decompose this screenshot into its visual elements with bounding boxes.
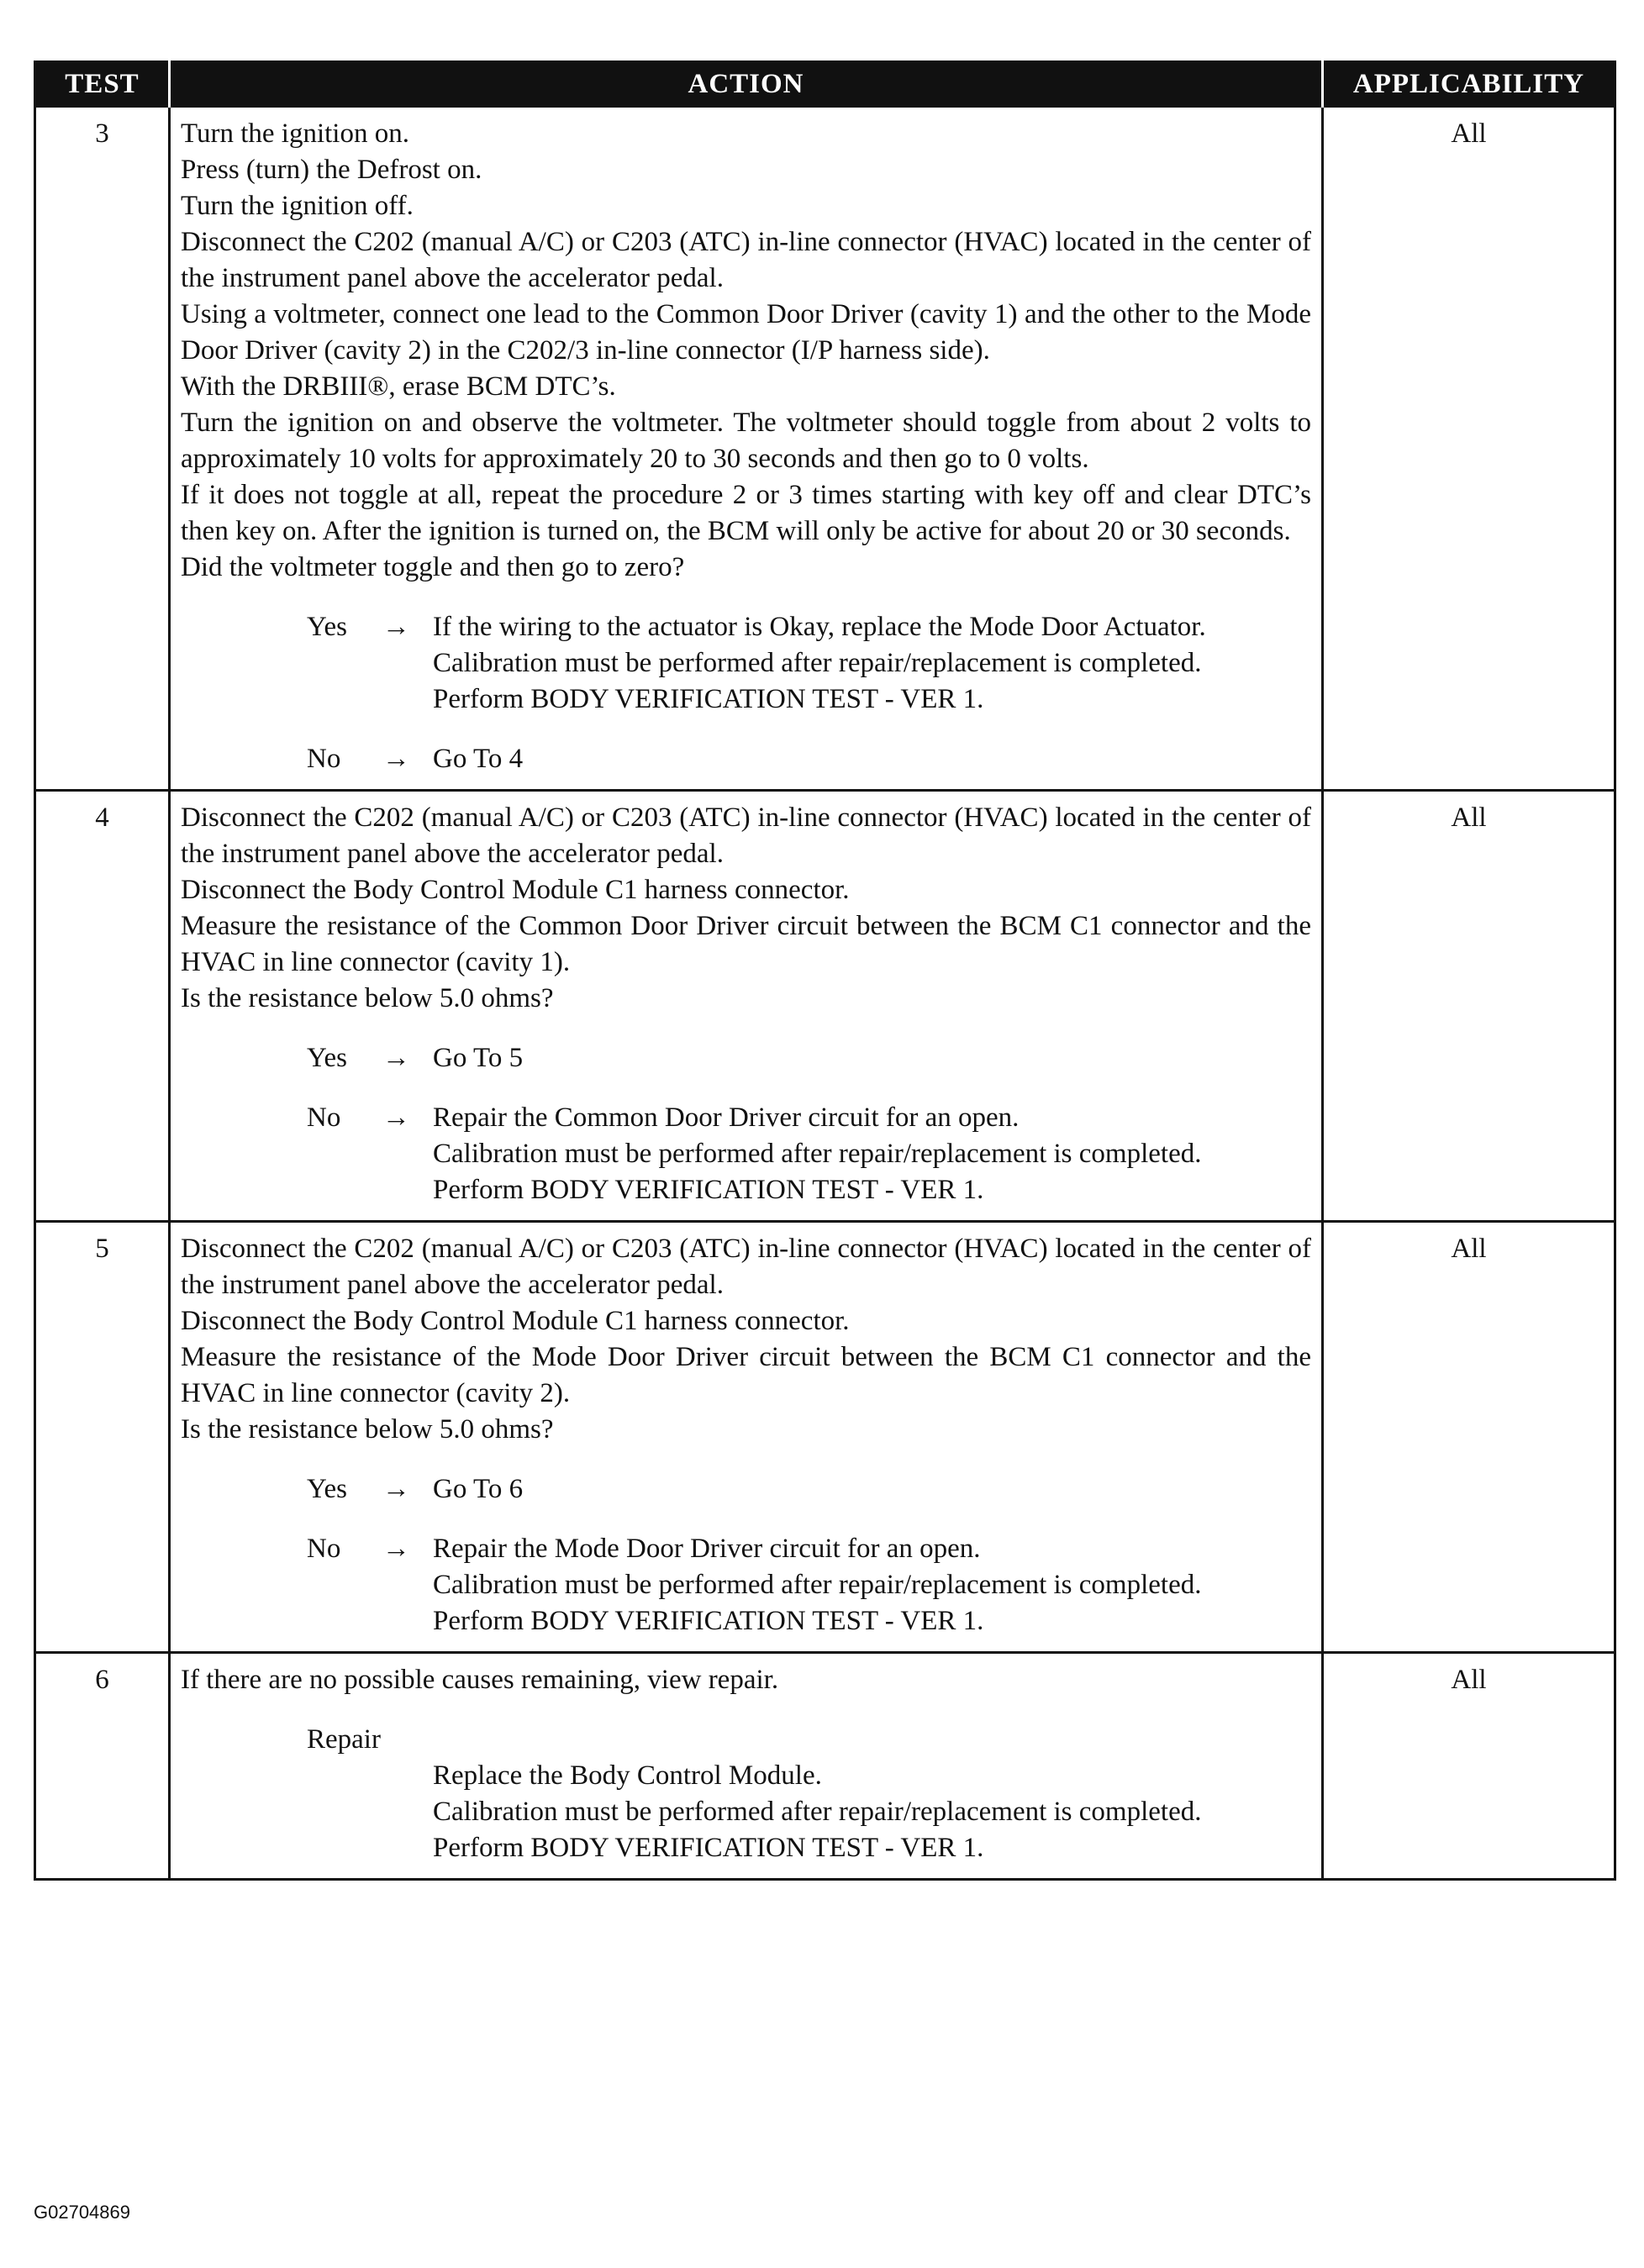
arrow-icon: →: [382, 612, 410, 642]
table-header-row: [35, 62, 1615, 107]
action-line: Using a voltmeter, connect one lead to the Common Door Driver (cavity 1) and the other to the Mode Door Driver (cavity 2) in the C202/3 in-line connector (I/P harness side).: [181, 299, 1311, 366]
table-row: [35, 107, 1615, 791]
yes-result: [433, 609, 1311, 718]
header-action: ACTION: [170, 62, 1323, 107]
action-line: Is the resistance below 5.0 ohms?: [181, 983, 554, 1013]
action-line: With the DRBIII®, erase BCM DTC’s.: [181, 371, 616, 402]
no-result: [433, 1531, 1311, 1639]
yes-label: Yes: [307, 1043, 348, 1073]
action-line: Turn the ignition on.: [181, 118, 409, 149]
no-outcome: [181, 741, 1311, 777]
yes-label: Yes: [307, 612, 348, 642]
result-line: Perform BODY VERIFICATION TEST - VER 1.: [433, 1606, 984, 1636]
no-outcome: [181, 1531, 1311, 1639]
test-procedure-table: [34, 61, 1616, 1881]
action-line: Did the voltmeter toggle and then go to zero?: [181, 552, 685, 582]
result-line: Go To 5: [433, 1043, 524, 1073]
no-outcome: [181, 1100, 1311, 1208]
no-result: [433, 1100, 1311, 1208]
action-line: Disconnect the C202 (manual A/C) or C203 (ATC) in-line connector (HVAC) located in the center of the instrument panel above the accelerator pedal.: [181, 1234, 1311, 1300]
no-result: [433, 741, 1311, 777]
action-line: If there are no possible causes remaining, view repair.: [181, 1665, 779, 1695]
arrow-icon: →: [382, 744, 410, 774]
arrow-icon: →: [382, 1534, 410, 1564]
result-line: Go To 4: [433, 744, 524, 774]
table-row: [35, 791, 1615, 1222]
result-line: Repair the Mode Door Driver circuit for an open.: [433, 1534, 981, 1564]
result-line: Perform BODY VERIFICATION TEST - VER 1.: [433, 1175, 984, 1205]
result-line: Perform BODY VERIFICATION TEST - VER 1.: [433, 1833, 984, 1863]
arrow-icon: →: [382, 1102, 410, 1133]
action-line: Measure the resistance of the Mode Door Driver circuit between the BCM C1 connector and the HVAC in line connector (cavity 2).: [181, 1342, 1311, 1408]
action-cell: [170, 107, 1323, 791]
repair-label: Repair: [307, 1724, 381, 1755]
no-label: No: [307, 1102, 341, 1133]
table-row: [35, 1653, 1615, 1880]
result-line: If the wiring to the actuator is Okay, replace the Mode Door Actuator.: [433, 612, 1206, 642]
yes-outcome: [181, 1040, 1311, 1076]
action-cell: [170, 791, 1323, 1222]
test-number: 4: [35, 791, 170, 1222]
action-line: Measure the resistance of the Common Door Driver circuit between the BCM C1 connector and the HVAC in line connector (cavity 1).: [181, 911, 1311, 977]
action-line: Turn the ignition on and observe the voltmeter. The voltmeter should toggle from about 2 volts to approximately 10 volts for approximately 20 to 30 seconds and then go to 0 volts.: [181, 408, 1311, 474]
repair-result: [181, 1758, 1311, 1866]
yes-label: Yes: [307, 1474, 348, 1504]
action-line: Turn the ignition off.: [181, 191, 414, 221]
yes-result: [433, 1040, 1311, 1076]
applicability-cell: All: [1323, 107, 1615, 791]
yes-outcome: [181, 1471, 1311, 1508]
result-line: Replace the Body Control Module.: [433, 1760, 822, 1791]
applicability-cell: All: [1323, 1653, 1615, 1880]
table-row: [35, 1222, 1615, 1653]
result-line: Calibration must be performed after repair/replacement is completed.: [433, 1797, 1202, 1827]
no-label: No: [307, 744, 341, 774]
result-line: Go To 6: [433, 1474, 524, 1504]
action-line: Disconnect the C202 (manual A/C) or C203 (ATC) in-line connector (HVAC) located in the center of the instrument panel above the accelerator pedal.: [181, 802, 1311, 869]
yes-outcome: [181, 609, 1311, 718]
action-line: Disconnect the C202 (manual A/C) or C203 (ATC) in-line connector (HVAC) located in the center of the instrument panel above the accelerator pedal.: [181, 227, 1311, 293]
header-applicability: APPLICABILITY: [1323, 62, 1615, 107]
applicability-cell: All: [1323, 1222, 1615, 1653]
action-line: If it does not toggle at all, repeat the procedure 2 or 3 times starting with key off and clear DTC’s then key on. After the ignition is turned on, the BCM will only be active for about 20 or 30 seconds.: [181, 480, 1311, 546]
action-line: Press (turn) the Defrost on.: [181, 155, 482, 185]
diagnostic-procedure-page: [34, 61, 1614, 1881]
result-line: Calibration must be performed after repair/replacement is completed.: [433, 1570, 1202, 1600]
action-line: Is the resistance below 5.0 ohms?: [181, 1414, 554, 1444]
applicability-cell: All: [1323, 791, 1615, 1222]
yes-result: [433, 1471, 1311, 1508]
action-line: Disconnect the Body Control Module C1 harness connector.: [181, 875, 850, 905]
action-cell: [170, 1653, 1323, 1880]
action-cell: [170, 1222, 1323, 1653]
no-label: No: [307, 1534, 341, 1564]
result-line: Calibration must be performed after repair/replacement is completed.: [433, 648, 1202, 678]
result-line: Perform BODY VERIFICATION TEST - VER 1.: [433, 684, 984, 714]
test-number: 5: [35, 1222, 170, 1653]
header-test: TEST: [35, 62, 170, 107]
result-line: Repair the Common Door Driver circuit for an open.: [433, 1102, 1020, 1133]
arrow-icon: →: [382, 1474, 410, 1504]
arrow-icon: →: [382, 1043, 410, 1073]
test-number: 3: [35, 107, 170, 791]
result-line: Calibration must be performed after repair/replacement is completed.: [433, 1139, 1202, 1169]
test-number: 6: [35, 1653, 170, 1880]
action-line: Disconnect the Body Control Module C1 harness connector.: [181, 1306, 850, 1336]
figure-id: G02704869: [34, 2202, 130, 2223]
